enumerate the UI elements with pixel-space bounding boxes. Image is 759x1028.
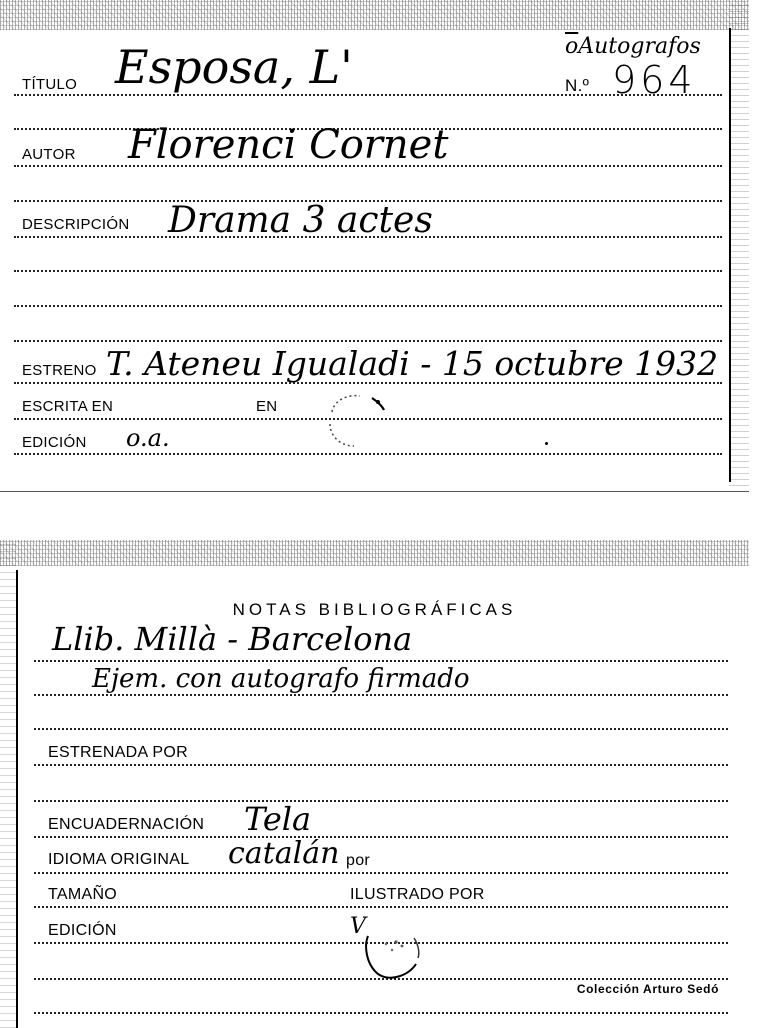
field-label-escrita-en: ESCRITA EN (22, 398, 114, 415)
rule (14, 382, 722, 384)
rule (34, 872, 728, 874)
notas-bibliograficas-heading: NOTAS BIBLIOGRÁFICAS (232, 600, 517, 619)
rule (14, 94, 722, 96)
rule (34, 906, 728, 908)
note-line-2: Ejem. con autografo firmado (92, 664, 470, 694)
edition-mark: V (350, 914, 366, 939)
rule (34, 694, 728, 696)
card-right-border (729, 28, 731, 482)
rule (14, 270, 722, 272)
rule (34, 728, 728, 730)
rule (34, 764, 728, 766)
field-label-idioma-original: IDIOMA ORIGINAL (48, 851, 190, 868)
field-value-descripcion: Drama 3 actes (168, 200, 433, 241)
field-label-tamano: TAMAÑO (48, 886, 118, 903)
rule (34, 660, 728, 662)
field-label-titulo: TÍTULO (22, 76, 78, 93)
field-label-por: por (346, 852, 371, 869)
card-bottom-edge (0, 491, 749, 492)
field-label-ilustrado-por: ILUSTRADO POR (350, 886, 485, 903)
collection-footer: Colección Arturo Sedó (576, 982, 719, 996)
rule (34, 836, 728, 838)
rule (34, 1012, 728, 1014)
rule (14, 453, 722, 455)
field-label-estreno: ESTRENO (22, 362, 97, 379)
field-label-en: EN (256, 398, 278, 415)
catalog-number: 964 (612, 58, 697, 102)
field-value-autor: Florenci Cornet (128, 122, 449, 168)
ink-dot (545, 442, 548, 445)
catalog-card-top (0, 0, 749, 492)
field-value-estreno: T. Ateneu Igualadi - 15 octubre 1932 (106, 344, 719, 383)
card-right-edge-texture (729, 0, 749, 492)
rule (34, 800, 728, 802)
card-top-edge-texture (0, 0, 749, 30)
field-label-autor: AUTOR (22, 146, 76, 163)
faded-stamp-icon (318, 388, 394, 452)
rule (14, 305, 722, 307)
card-top-edge-texture (0, 540, 749, 566)
rule (14, 165, 722, 167)
faded-stamp-icon (356, 924, 426, 984)
number-label: N.º (565, 76, 590, 95)
field-value-edicion: o.a. (126, 424, 170, 452)
field-value-titulo: Esposa, L' (115, 40, 353, 94)
field-value-idioma-original: catalán (228, 836, 340, 871)
rule (14, 236, 722, 238)
field-label-descripcion: DESCRIPCIÓN (22, 216, 130, 233)
field-label-edicion-bottom: EDICIÓN (48, 922, 117, 939)
field-value-encuadernacion: Tela (244, 800, 312, 838)
field-label-edicion: EDICIÓN (22, 434, 87, 451)
rule (14, 340, 722, 342)
field-label-estrenada-por: ESTRENADA POR (48, 744, 188, 761)
note-line-1: Llib. Millà - Barcelona (52, 620, 413, 658)
catalog-section-handwritten: $\overline{o}Autografos$ (565, 34, 701, 59)
card-left-border (16, 570, 18, 1028)
field-label-encuadernacion: ENCUADERNACIÓN (48, 816, 205, 833)
